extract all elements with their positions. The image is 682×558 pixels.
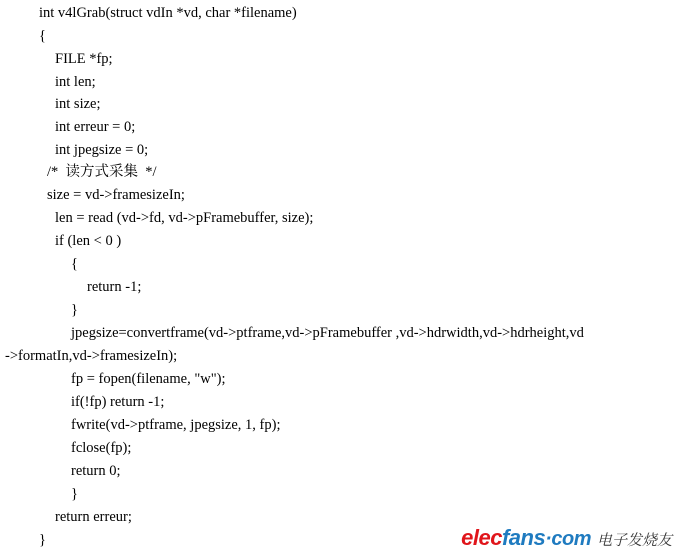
code-line: int size; [55, 96, 101, 112]
code-line: fclose(fp); [71, 440, 132, 456]
logo-elec-text: elec [461, 525, 502, 550]
code-line: jpegsize=convertframe(vd->ptframe,vd->pFramebuffer ,vd->hdrwidth,vd->hdrheight,vd [71, 325, 584, 341]
code-line: len = read (vd->fd, vd->pFramebuffer, size); [55, 210, 314, 226]
elecfans-logo [461, 525, 591, 552]
code-line: size = vd->framesizeIn; [47, 187, 185, 203]
code-line: int jpegsize = 0; [55, 142, 149, 158]
code-line: } [71, 486, 78, 502]
code-line: { [71, 256, 78, 272]
code-line: int erreur = 0; [55, 119, 136, 135]
elecfans-watermark [461, 522, 672, 552]
code-line: } [71, 302, 78, 318]
code-line: ->formatIn,vd->framesizeIn); [5, 348, 178, 364]
code-line: fp = fopen(filename, "w"); [71, 371, 226, 387]
code-line: FILE *fp; [55, 51, 113, 67]
logo-chinese-text: 电子发烧友 [596, 531, 672, 549]
code-line: if(!fp) return -1; [71, 394, 165, 410]
logo-com-text: com [551, 528, 591, 550]
code-line: return erreur; [55, 509, 132, 525]
code-line: return 0; [71, 463, 121, 479]
logo-fans-text: fans [501, 525, 546, 550]
code-line: if (len < 0 ) [55, 233, 122, 249]
code-line: int v4lGrab(struct vdIn *vd, char *filename) [39, 5, 297, 21]
code-line: /* 读方式采集 */ [47, 164, 157, 180]
code-line: fwrite(vd->ptframe, jpegsize, 1, fp); [71, 417, 281, 433]
code-line: } [39, 532, 46, 548]
code-line: return -1; [87, 279, 142, 295]
code-line: { [39, 28, 46, 44]
code-line: int len; [55, 74, 96, 90]
logo-dot-text: · [545, 528, 552, 550]
